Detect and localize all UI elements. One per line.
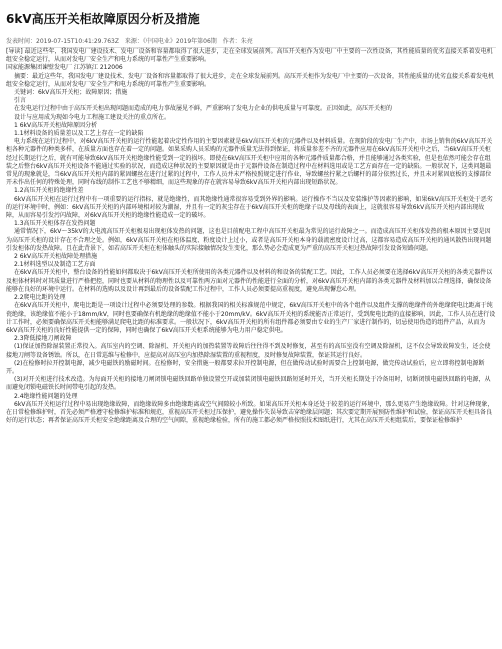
- paragraph: (1)保证加热除湿装置正常投入。高压室内的空调、除湿机、开关柜内的加热装置等故障后往往得不到及时修复，甚至有的高压室没有空调及除湿机，这不仅会导致故障发生，还会使接地刀闸等设备锈蚀。所以，在日常巡维与检修中，应提高对高压室内加热除湿装置的重视程度，及时修复故障装置，保证其运行良好。: [6, 343, 491, 359]
- paragraph: 引言: [14, 97, 27, 105]
- paragraph: 国家能源集团谏壁发电厂 江苏镇江 212006: [6, 64, 123, 72]
- paragraph: 通常情况下，6kV～35kV的大电流高压开关柜极易出现柜体发热的问题，这也是目前配电工程中高压开关柜最为常见的运行故障之一。而造成高压开关柜体发热的根本原因主要是因为高压开关柜的设计存在不合理之处。例如，6kV高压开关柜在柜体温度、粉度设计上过小，或者是高压开关柜本身的载流密度设计过高，这都容易造成高压开关柜的通风散热出现问题引发柜体的发热故障。且在此背景下，如若高压开关柜在柜体触头的实际接触情况发生变化，那么势必会造成更为严重的高压开关柜过热故障引发设备短路问题。: [6, 228, 492, 252]
- paragraph: 关键词：6kV高压开关柜；故障原因；措施: [14, 89, 128, 97]
- publish-date: 发表时间：2019-07-15T10:41:29.763Z: [6, 38, 119, 45]
- paragraph: 2 6kV高压开关柜故障处理措施: [14, 253, 98, 261]
- article-title: 6kV高压开关柜故障原因分析及措施: [6, 12, 200, 26]
- source: 来源：《中国电业》2019年第06期: [124, 38, 217, 45]
- paragraph: 1.1材料设备的质量差以及工艺上存在一定的缺陷: [14, 130, 144, 138]
- paragraph: 2.2爬电比距的处理: [14, 294, 66, 302]
- article-meta: [6, 37, 496, 48]
- paragraph: 在6kV高压开关柜中，整台设备的性能如何都取决于6kV高压开关柜所使用的各类元器件以及材料的和设备的装配工艺。因此，工作人员必须要在选择6kV高压开关柜的各类元器件以及柜体材料时对其质量进行严格把控，同时也要从材料的物理性以及可靠性两方面对元器件的性能进行全面的分析，对6kV高压开关柜内部的各类元器件及材料加以合理选择，确保设备能够在良好的环境中运行。在材料的选购以及设计再到最后的设备装配工作过程中，工作人员必须要提高重视度，避免出现懈怠心理。: [6, 269, 493, 293]
- paragraph: 摘要：最近这些年，我国发电厂建设技术、发电厂设备和容量都取得了很大进步，走在全球发展前列。高压开关柜作为发电厂中主要的一次设备，其性能质量的优劣直接关系着发电机组安全稳定运行，从而对发电厂安全生产和电力系统的可靠性产生重要影响。: [6, 72, 495, 88]
- paragraph: 在6kV高压开关柜中，爬电比距是一项设计过程中必须要处理的参数。根据我国的相关标准规范中规定，6kV高压开关柜中的各个组件以及组件支撑的绝缘件的外绝缘爬电比距离于纯瓷绝缘，该绝缘值不能小于18mm/kV，同时也要确保有机绝缘的绝缘值不能小于20mm/kV。6kV高压开关柜的系统能否正常运行，受到爬电比距的直接影响，因此，工作人员在进行设计工作时，必须要确保高压开关柜能够满足爬电比距的标准要求。一般状况下，6kV高压开关柜的所有组件都必须要由专业的生产厂家进行制作的，切忌使用伪造的组件产品，从而为6kV高压开关柜的良好性能提供一定的保障，同时也确保了6kV高压开关柜系统能够为电力用户稳定供电。: [6, 302, 496, 334]
- paragraph: 2.4绝缘性能问题的处理: [14, 392, 78, 400]
- paragraph: 1 6kV高压开关柜故障原因分析: [14, 121, 98, 129]
- paragraph: 1.2高压开关柜的绝缘性差: [14, 187, 84, 195]
- paragraph: 1.3高压开关柜体存在发热问题: [14, 220, 96, 228]
- paragraph: 电力系统在运行过程中，对6kV高压开关柜的运行性能起着决定性作用的主要因素就是6kV高压开关柜的元器件以及材料质量。在现阶段的发电厂生产中，市场上销售的6kV高压开关柜各种元器件的种类多样，在质量方面也存在着一定的问题。如果采购人员采购的元器件质量无法得到保证，将质量参差不齐的元器件应用在6kV高压开关柜中之后，当6kV高压开关柜经过长期运行之后，就有可能导致6kV高压开关柜绝缘性能受到一定的损坏。即使在6kV高压开关柜中应用的各种元器件质量都合格，并且能够通过各类实验，但是也依然可能会存在组装之后整台6kV高压开关柜设备不能通过实验的状况，而造成这种状况的主要原因就是由于元器件设备在制造过程中在材料选用或是工艺方面存在一定的缺陷。一般状况下，这类问题最常见的现象就是，当6kV高压开关柜内部的紧固螺丝在进行过紧的过程中，工作人员并未严格按照规定进行作业，导致螺丝拧紧之后螺杆的部分依然过长，并且未对紧固底板的支撑部位开未作出任何的特殊处理，同时布线的制作工艺也不够精细，而这些现象的存在就容易导致6kV高压开关柜内部出现短路状况。: [6, 138, 493, 187]
- paragraph: 2.3降低接地刀闸故障: [14, 335, 72, 343]
- paragraph: 设计与应用成为现如今电力工程施工建设关注的重点所在。: [14, 113, 171, 121]
- author: 作者：朱亮: [222, 38, 253, 45]
- paragraph: (2)在检修时拉开控制电源，减少电磁铁的励磁时间。在检修时，安全措施一般都要求拉开控制电源，但在做传动试验时需要合上控制电源，做完传动试验后，应立即将控制电源断开。: [6, 359, 485, 375]
- paragraph: [导读] 最近这些年，我国发电厂建设技术、发电厂设备和容量都取得了很大进步，走在全球发展前列。高压开关柜作为发电厂中主要的一次性设备，其性能质量的优劣直接关系着发电机组安全稳定运行，从而对发电厂安全生产和电力系统的可靠性产生重要影响。: [6, 48, 493, 64]
- paragraph: (3)对开关柜进行技术改造。为每面开关柜的接地刀闸闭锁电磁铁回路单独设置空开或加装闭锁电磁铁回路短延时开关，当开关柜长期处于冷备用时，切断闭锁电磁铁回路的电源，从而避免闭锁电磁铁长时间带电引起的发热。: [6, 376, 491, 392]
- paragraph: 2.1材料选型以及制造工艺方面: [14, 261, 96, 269]
- article-body: [6, 48, 496, 425]
- paragraph: 6kV高压开关柜运行过程中易出现绝缘故障，而绝缘故障多由绝缘距离或空气间隙较小所致。如果高压开关柜本身还处于较差的运行环境中，那么更易产生绝缘故障。针对这种现象，在日常检修维护时，首先必须严格遵守检修维护标准和规范，重视高压开关柜过压保护，避免操作失误导致击穿绝缘层问题；其次要定期开展预防性维护和试验，保证高压开关柜具备良好的运行状态；再者保证高压开关柜安全绝缘距离及合理的空气间隙，重视绝缘检验，所有的施工都必须严格按照技术图纸进行，尤其在高压开关柜组装后，要保证检修维护: [6, 400, 494, 425]
- paragraph: 在发电运行过程中由于高压开关柜出现问题而造成的电力事故屡见不鲜，严重影响了发电力企业的供电质量与可靠度。正因如此，高压开关柜的: [14, 105, 393, 113]
- paragraph: 6kV高压开关柜在运行过程中有一项重要的运行指标，就是绝缘性，而其绝缘性通常很容易受到外界的影响。运行操作不当以及安装维护等因素的影响，如果6kV高压开关柜处于恶劣的运行环境中时，例如：6kV高压开关柜的内部环境相对较为潮湿，并且有一定的灰尘存在于6kV高压开关柜的绝缘子以及母线的表面上，这就很容易导致6kV高压开关柜内部出现故障，从而容易引发污闪故障，对6kV高压开关柜的绝缘性能造成一定的破坏。: [6, 195, 493, 220]
